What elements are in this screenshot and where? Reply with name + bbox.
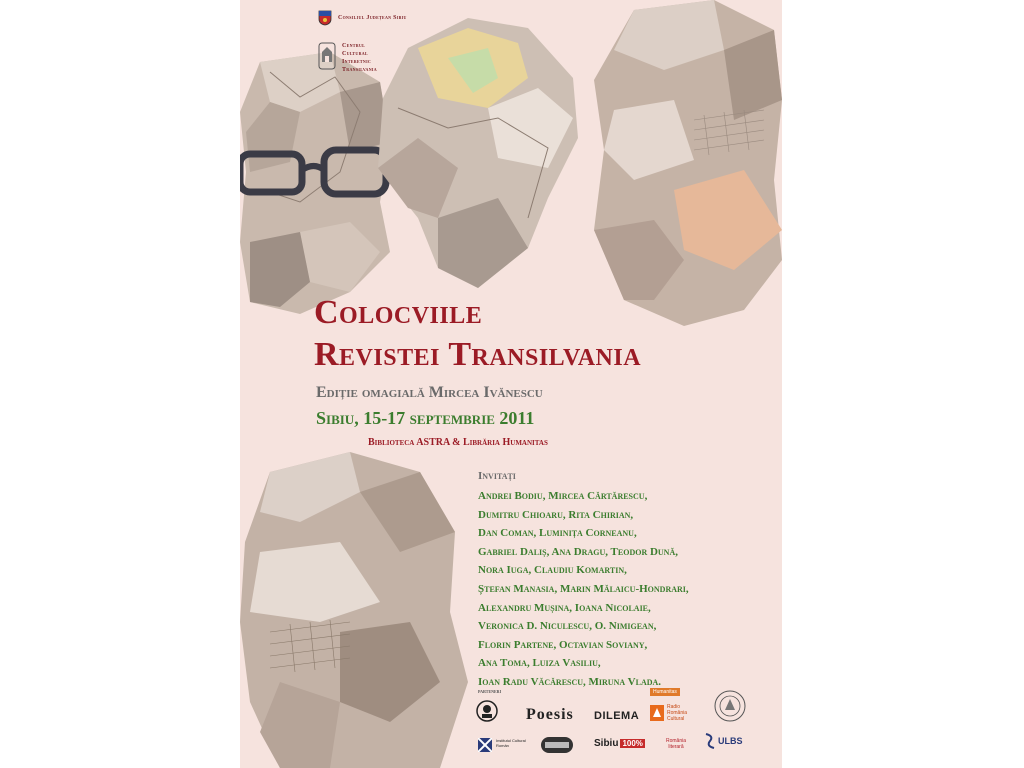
castle-emblem-icon bbox=[318, 42, 336, 70]
guest-line: Nora Iuga, Claudiu Komartin, bbox=[478, 564, 627, 577]
guest-line: Veronica D. Niculescu, O. Nimigean, bbox=[478, 620, 657, 633]
sibiu-percent-badge: 100% bbox=[622, 739, 643, 748]
crumpled-paper-head-right bbox=[594, 0, 782, 326]
event-poster bbox=[240, 0, 782, 768]
guest-line: Dan Coman, Luminița Corneanu, bbox=[478, 527, 637, 540]
guest-line: Florin Partene, Octavian Soviany, bbox=[478, 638, 648, 651]
guest-line: Ștefan Manasia, Marin Mălaicu-Hondrari, bbox=[478, 582, 689, 595]
cultural-center-name bbox=[342, 42, 377, 74]
cultural-center-logo-row bbox=[318, 42, 377, 74]
sibiu-100-logo bbox=[594, 738, 645, 749]
guest-line: Gabriel Daliș, Ana Dragu, Teodor Dună, bbox=[478, 545, 678, 558]
university-seal-icon bbox=[714, 690, 746, 722]
guests-list bbox=[478, 487, 689, 692]
radio-icon bbox=[650, 705, 664, 721]
humanitas-logo: Humanitas bbox=[650, 688, 680, 696]
scottish-flag-icon bbox=[478, 738, 492, 752]
guests-heading: Invitați bbox=[478, 470, 516, 482]
crumpled-paper-head-bottom bbox=[240, 452, 468, 768]
partners-heading: parteneri bbox=[478, 690, 502, 695]
council-logo-row bbox=[318, 10, 407, 26]
guest-line: Alexandru Mușina, Ioana Nicolaie, bbox=[478, 601, 651, 614]
poster-title-line2: Revistei Transilvania bbox=[314, 336, 642, 373]
ulbs-logo bbox=[704, 732, 743, 750]
cultural-center-line: Cultural bbox=[342, 51, 368, 57]
sibiu-logo-text: Sibiu bbox=[594, 738, 619, 749]
icr-logo: Institutul Cultural Român bbox=[496, 738, 526, 748]
glasses-icon bbox=[240, 140, 390, 220]
ulbs-label: ULBS bbox=[718, 736, 743, 746]
guest-line: Dumitru Chioaru, Rita Chirian, bbox=[478, 508, 634, 521]
guest-line: Andrei Bodiu, Mircea Cărtărescu, bbox=[478, 490, 648, 502]
institute-badge-icon bbox=[540, 736, 574, 754]
ulbs-emblem-icon bbox=[704, 732, 716, 750]
poesis-logo: Poesis bbox=[526, 706, 574, 723]
cultural-center-line: Transilvania bbox=[342, 67, 377, 73]
radio-romania-cultural-label: Radio România Cultural bbox=[667, 704, 688, 722]
crumpled-paper-head-center bbox=[378, 18, 580, 288]
event-venue: Biblioteca ASTRA & Librăria Humanitas bbox=[368, 437, 548, 448]
poster-subtitle: Ediție omagială Mircea Ivănescu bbox=[316, 384, 543, 401]
cultural-center-line: Centrul bbox=[342, 43, 366, 49]
cultural-center-line: Interetnic bbox=[342, 59, 372, 65]
romania-literara-logo: România literară bbox=[665, 738, 686, 750]
council-name: Consiliul Județean Sibiu bbox=[338, 15, 407, 21]
guest-line: Ioan Radu Văcărescu, Miruna Vlada. bbox=[478, 675, 662, 688]
portrait-logo-icon bbox=[476, 700, 498, 722]
radio-romania-cultural-logo bbox=[650, 704, 697, 722]
event-dateline: Sibiu, 15-17 septembrie 2011 bbox=[316, 408, 535, 428]
poster-title-line1: Colocviile bbox=[314, 294, 483, 331]
dilema-logo: DILEMA bbox=[594, 710, 640, 722]
guest-line: Ana Toma, Luiza Vasiliu, bbox=[478, 657, 601, 670]
coat-of-arms-icon bbox=[318, 10, 332, 26]
